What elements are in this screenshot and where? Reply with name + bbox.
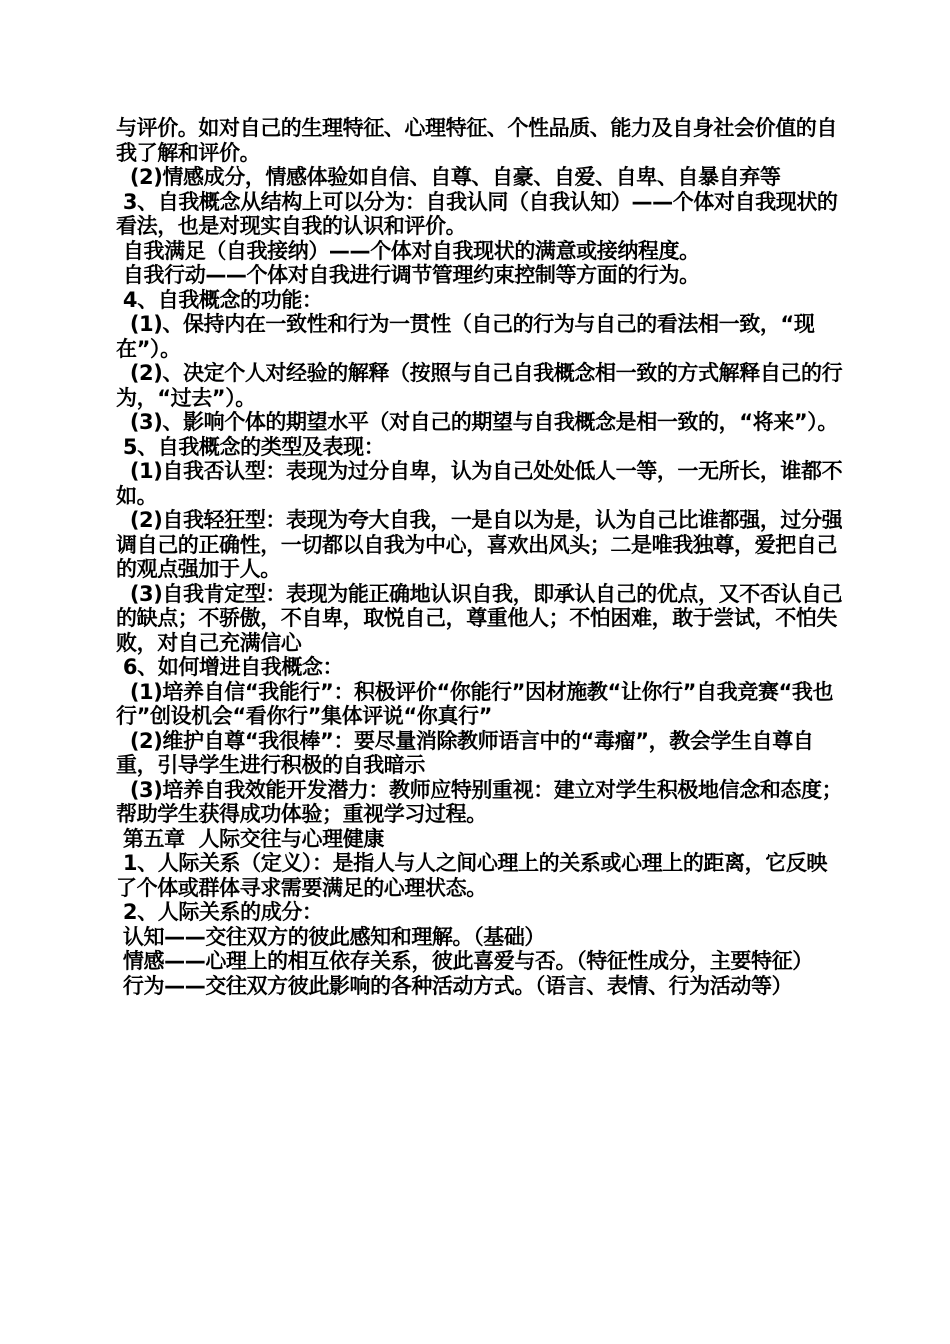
paragraph: 自我行动——个体对自我进行调节管理约束控制等方面的行为。 [116,263,700,287]
section-heading: 5、自我概念的类型及表现： [116,434,385,459]
paragraph: 1、人际关系（定义）：是指人与人之间心理上的关系或心理上的距离，它反映了个体或群体寻求需要满足的心理状态。 [116,851,828,900]
paragraph: 情感——心理上的相互依存关系，彼此喜爱与否。（特征性成分，主要特征） [116,949,813,973]
paragraph: (2)情感成分，情感体验如自信、自尊、自豪、自爱、自卑、自暴自弃等 [116,165,781,189]
section-heading: 6、如何增进自我概念： [116,655,344,679]
paragraph: 认知——交往双方的彼此感知和理解。（基础） [116,924,546,949]
paragraph: 行为——交往双方彼此影响的各种活动方式。（语言、表情、行为活动等） [116,973,793,998]
section-heading: 4、自我概念的功能： [116,287,323,312]
document-text [116,116,846,998]
section-heading: 2、人际关系的成分： [116,900,323,924]
paragraph: 与评价。如对自己的生理特征、心理特征、个性品质、能力及自身社会价值的自我了解和评价。 [116,116,837,165]
paragraph: (3)培养自我效能开发潜力：教师应特别重视：建立对学生积极地信念和态度；帮助学生获得成功体验；重视学习过程。 [116,777,843,826]
paragraph: 3、自我概念从结构上可以分为：自我认同（自我认知）——个体对自我现状的看法，也是对现实自我的认识和评价。 [116,189,838,238]
paragraph: (1)、保持内在一致性和行为一贯性（自己的行为与自己的看法相一致，“现在”）。 [116,312,815,361]
chapter-heading: 第五章 人际交往与心理健康 [116,826,384,851]
paragraph: (2)、决定个人对经验的解释（按照与自己自我概念相一致的方式解释自己的行为，“过去”）。 [116,361,843,410]
paragraph: (2)自我轻狂型：表现为夸大自我，一是自以为是，认为自己比谁都强，过分强调自己的正确性，一切都以自我为中心，喜欢出风头；二是唯我独尊，爱把自己的观点强加于人。 [116,508,843,581]
paragraph: (2)维护自尊“我很棒”：要尽量消除教师语言中的“毒瘤”，教会学生自尊自重，引导学生进行积极的自我暗示 [116,728,814,777]
paragraph: (1)培养自信“我能行”：积极评价“你能行”因材施教“让你行”自我竞赛“我也行”创设机会“看你行”集体评说“你真行” [116,679,834,728]
paragraph: (3)自我肯定型：表现为能正确地认识自我，即承认自己的优点，又不否认自己的缺点；不骄傲，不自卑，取悦自己，尊重他人；不怕困难，敢于尝试，不怕失败，对自己充满信心 [116,581,843,655]
paragraph: (3)、影响个体的期望水平（对自己的期望与自我概念是相一致的，“将来”）。 [116,410,838,434]
paragraph: (1)自我否认型：表现为过分自卑，认为自己处处低人一等，一无所长，谁都不如。 [116,459,843,508]
paragraph: 自我满足（自我接纳）——个体对自我现状的满意或接纳程度。 [116,238,700,263]
